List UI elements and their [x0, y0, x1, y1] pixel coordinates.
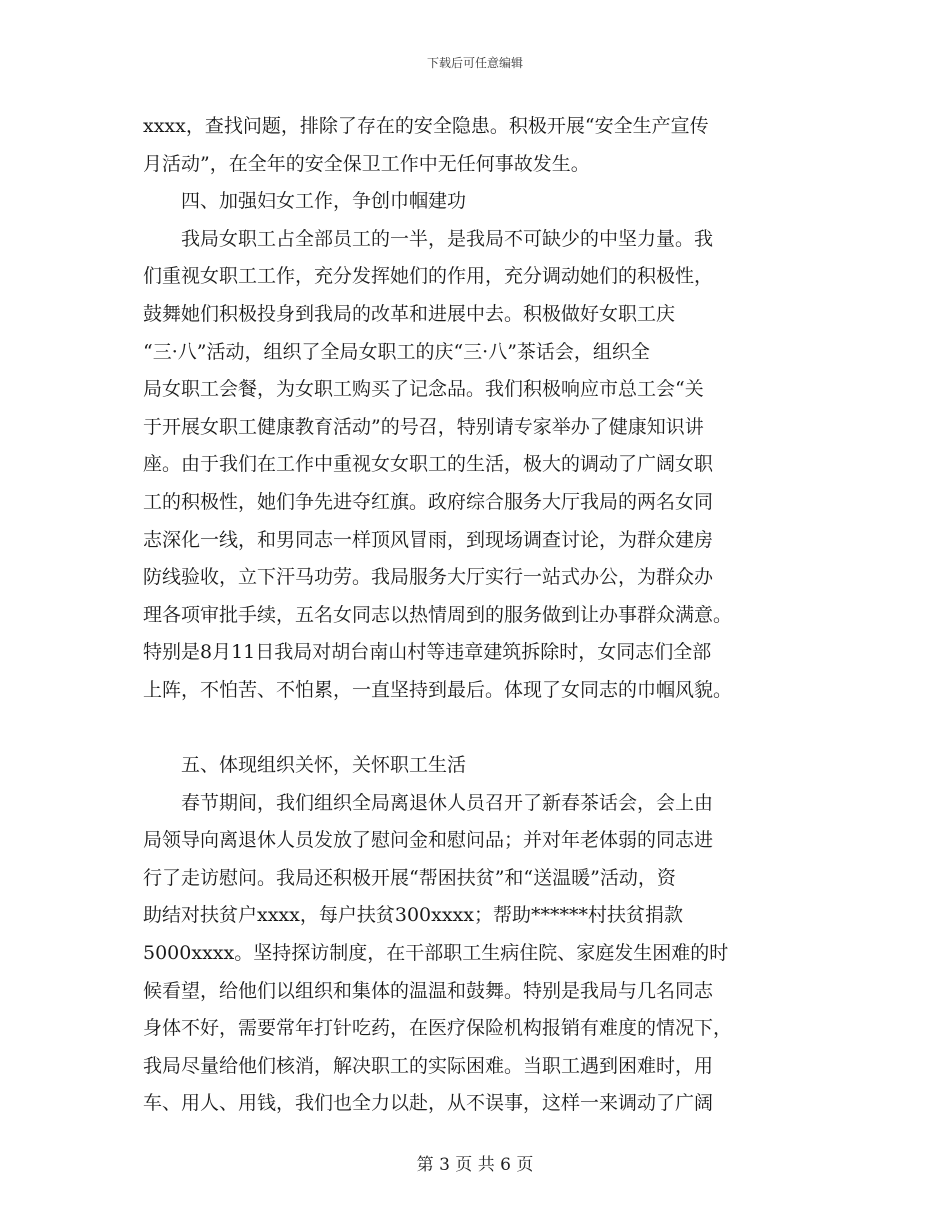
text-line: 月活动”，在全年的安全保卫工作中无任何事故发生。 — [143, 152, 590, 175]
text-line: 志深化一线，和男同志一样顶风冒雨，到现场调查讨论，为群众建房 — [143, 528, 714, 551]
text-line: 局领导向离退休人员发放了慰问金和慰问品；并对年老体弱的同志进 — [143, 829, 714, 852]
text-line: 候看望，给他们以组织和集体的温温和鼓舞。特别是我局与几名同志 — [143, 979, 714, 1002]
page-header-note: 下载后可任意编辑 — [426, 56, 523, 70]
text-line: 于开展女职工健康教育活动”的号召，特别请专家举办了健康知识讲 — [143, 415, 704, 438]
text-line: 理各项审批手续，五名女同志以热情周到的服务做到让办事群众满意。 — [143, 603, 733, 626]
text-line: 防线验收，立下汗马功劳。我局服务大厅实行一站式办公，为群众办 — [143, 566, 714, 589]
document-body — [143, 108, 808, 1123]
text-line: 春节期间，我们组织全局离退休人员召开了新春茶话会，会上由 — [181, 791, 714, 814]
text-line: 鼓舞她们积极投身到我局的改革和进展中去。积极做好女职工庆 — [143, 302, 676, 325]
text-line: 5000xxxx。坚持探访制度，在干部职工生病住院、家庭发生困难的时 — [143, 942, 729, 965]
text-line: 我局女职工占全部员工的一半，是我局不可缺少的中坚力量。我 — [181, 227, 714, 250]
text-line: 工的积极性，她们争先进夺红旗。政府综合服务大厅我局的两名女同 — [143, 490, 714, 513]
text-line: 们重视女职工工作，充分发挥她们的作用，充分调动她们的积极性， — [143, 265, 714, 288]
text-line: 特别是8月11日我局对胡台南山村等违章建筑拆除时，女同志们全部 — [143, 641, 712, 664]
text-line: 座。由于我们在工作中重视女女职工的生活，极大的调动了广阔女职 — [143, 453, 714, 476]
paragraph-gap — [143, 710, 808, 748]
text-line: 上阵，不怕苦、不怕累，一直坚持到最后。体现了女同志的巾帼风貌。 — [143, 678, 733, 701]
section-heading: 四、加强妇女工作，争创巾帼建功 — [181, 190, 467, 213]
text-line: 我局尽量给他们核消，解决职工的实际困难。当职工遇到困难时，用 — [143, 1054, 714, 1077]
text-line: 局女职工会餐，为女职工购买了记念品。我们积极响应市总工会“关 — [143, 378, 704, 401]
text-line: 助结对扶贫户xxxx，每户扶贫300xxxx；帮助******村扶贫捐款 — [143, 904, 683, 927]
text-line: 身体不好，需要常年打针吃药，在医疗保险机构报销有难度的情况下， — [143, 1017, 733, 1040]
section-heading: 五、体现组织关怀，关怀职工生活 — [181, 754, 467, 777]
text-line: 行了走访慰问。我局还积极开展“帮困扶贫”和“送温暖”活动，资 — [143, 866, 676, 889]
text-line: 车、用人、用钱，我们也全力以赴，从不误事，这样一来调动了广阔 — [143, 1092, 714, 1115]
text-line: “三·八”活动，组织了全局女职工的庆“三·八”茶话会，组织全 — [143, 340, 650, 363]
page-number-footer: 第 3 页 共 6 页 — [416, 1155, 534, 1175]
text-line: xxxx，查找问题，排除了存在的安全隐患。积极开展“安全生产宣传 — [143, 115, 709, 137]
